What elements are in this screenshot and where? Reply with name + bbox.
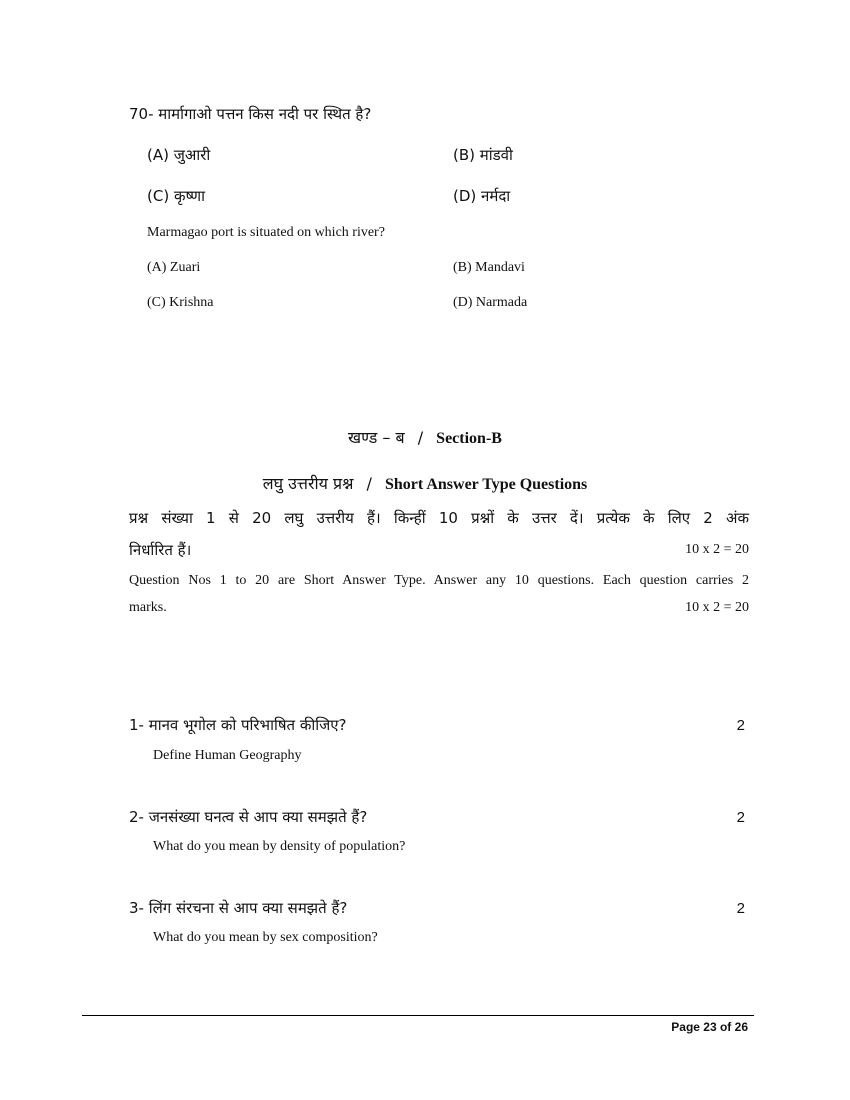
q70-option-d-en: (D) Narmada xyxy=(453,295,528,310)
section-subtitle-hi: लघु उत्तरीय प्रश्न xyxy=(262,474,354,493)
question-2-hindi: 2- जनसंख्या घनत्व से आप क्या समझते हैं? xyxy=(129,808,368,826)
question-3-hindi: 3- लिंग संरचना से आप क्या समझते हैं? xyxy=(129,899,348,917)
question-1-marks: 2 xyxy=(736,717,745,734)
footer-rule xyxy=(82,1015,754,1016)
question-2-marks: 2 xyxy=(736,809,745,826)
instructions-marks-english: 10 x 2 = 20 xyxy=(685,600,749,615)
question-2-english: What do you mean by density of population? xyxy=(153,839,406,854)
page-number: Page 23 of 26 xyxy=(671,1020,748,1034)
question-3-english: What do you mean by sex composition? xyxy=(153,930,378,945)
q70-option-b-en: (B) Mandavi xyxy=(453,260,525,275)
section-subtitle-slash: / xyxy=(366,474,372,493)
q70-option-a-en: (A) Zuari xyxy=(147,260,201,275)
section-title-en: Section-B xyxy=(436,430,502,447)
section-title-hi: खण्ड – ब xyxy=(348,428,405,447)
section-subtitle-en: Short Answer Type Questions xyxy=(385,476,588,493)
instructions-hindi-line2: निर्धारित हैं। xyxy=(129,541,192,559)
section-title-slash: / xyxy=(417,428,424,447)
instructions-english-line1: Question Nos 1 to 20 are Short Answer Type. Answer any 10 questions. Each question carries 2 xyxy=(129,573,749,588)
question-3-marks: 2 xyxy=(736,900,745,917)
question-1-english: Define Human Geography xyxy=(153,748,302,763)
q70-option-b-hi: (B) मांडवी xyxy=(453,146,513,164)
q70-option-c-hi: (C) कृष्णा xyxy=(147,187,206,205)
instructions-marks-hindi: 10 x 2 = 20 xyxy=(685,542,749,557)
q70-hindi: 70- मार्मागाओ पत्तन किस नदी पर स्थित है? xyxy=(129,105,372,123)
section-subtitle xyxy=(0,472,850,494)
q70-option-a-hi: (A) जुआरी xyxy=(147,146,211,164)
q70-english: Marmagao port is situated on which river? xyxy=(147,225,385,240)
question-1-hindi: 1- मानव भूगोल को परिभाषित कीजिए? xyxy=(129,716,347,734)
instructions-english-line2: marks. xyxy=(129,600,167,615)
instructions-hindi-line1: प्रश्न संख्या 1 से 20 लघु उत्तरीय हैं। किन्हीं 10 प्रश्नों के उत्तर दें। प्रत्येक के लिए 2 अंक xyxy=(129,509,749,527)
q70-option-d-hi: (D) नर्मदा xyxy=(453,187,511,205)
section-title xyxy=(0,426,850,448)
q70-option-c-en: (C) Krishna xyxy=(147,295,214,310)
